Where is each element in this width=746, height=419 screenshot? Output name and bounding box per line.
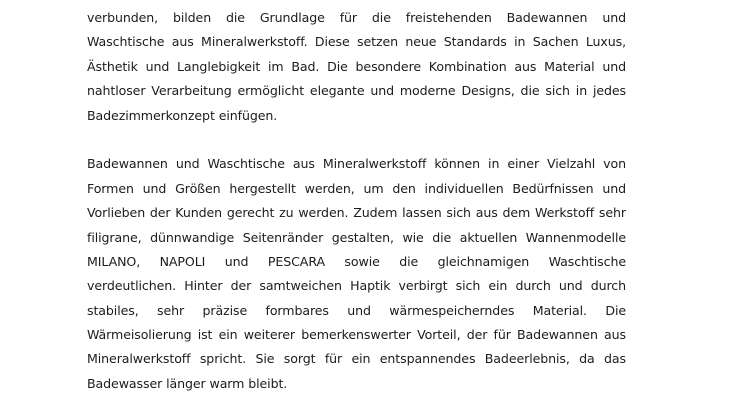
paragraph-line: filigrane, dünnwandige Seitenränder gestalten, wie die aktuellen Wannenmodelle bbox=[87, 229, 626, 245]
paragraph-line: verdeutlichen. Hinter der samtweichen Haptik verbirgt sich ein durch und durch bbox=[87, 278, 626, 294]
paragraph-1 bbox=[87, 6, 626, 128]
paragraph-line: Wärmeisolierung ist ein weiterer bemerkenswerter Vorteil, der für Badewannen aus bbox=[87, 327, 626, 343]
paragraph-line: Badezimmerkonzept einfügen. bbox=[87, 107, 278, 123]
paragraph-line: stabiles, sehr präzise formbares und wärmespeicherndes Material. Die bbox=[87, 302, 626, 318]
paragraph-line: Mineralwerkstoff spricht. Sie sorgt für ein entspannendes Badeerlebnis, da das bbox=[87, 351, 626, 367]
paragraph-line: Ästhetik und Langlebigkeit im Bad. Die besondere Kombination aus Material und bbox=[87, 58, 626, 74]
paragraph-line: MILANO, NAPOLI und PESCARA sowie die gleichnamigen Waschtische bbox=[87, 253, 626, 269]
paragraph-line: nahtloser Verarbeitung ermöglicht elegante und moderne Designs, die sich in jedes bbox=[87, 83, 626, 99]
paragraph-2 bbox=[87, 152, 626, 396]
paragraph-line: Badewasser länger warm bleibt. bbox=[87, 375, 288, 391]
paragraph-line: Waschtische aus Mineralwerkstoff. Diese setzen neue Standards in Sachen Luxus, bbox=[87, 34, 626, 50]
paragraph-line: verbunden, bilden die Grundlage für die freistehenden Badewannen und bbox=[87, 10, 626, 25]
paragraph-line: Badewannen und Waschtische aus Mineralwerkstoff können in einer Vielzahl von bbox=[87, 156, 626, 172]
paragraph-line: Formen und Größen hergestellt werden, um den individuellen Bedürfnissen und bbox=[87, 180, 626, 196]
paragraph-line: Vorlieben der Kunden gerecht zu werden. Zudem lassen sich aus dem Werkstoff sehr bbox=[87, 205, 626, 221]
paragraph-gap bbox=[87, 128, 626, 152]
document-body bbox=[87, 6, 626, 396]
